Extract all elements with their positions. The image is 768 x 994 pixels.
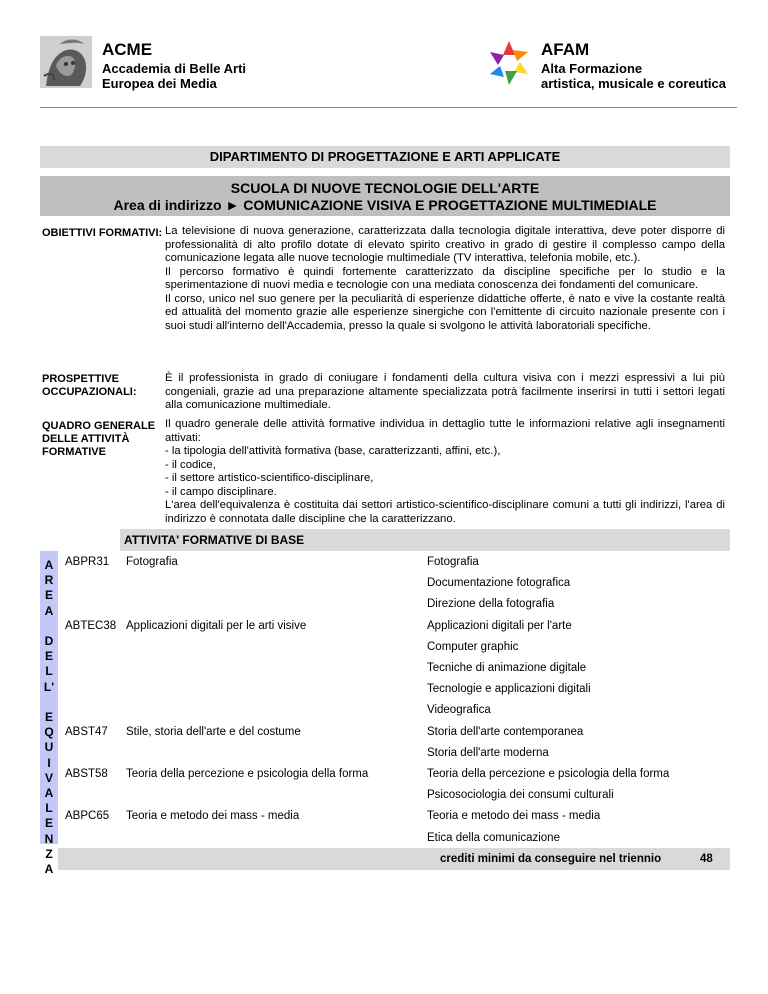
area-letter: [40, 619, 58, 634]
afam-logo: [484, 38, 534, 88]
quadro-intro: Il quadro generale delle attività formative individua in dettaglio tutte le informazioni relative agli insegnamenti attivati:: [165, 418, 725, 444]
prospettive-text: È il professionista in grado di coniugare i fondamenti della cultura visiva con i mezzi espressivi a lui più congeniali, grazie ad una preparazione altamente specializzata potrà facilmente inserirsi in tutti i settori legati alla comunicazione multimediale.: [165, 372, 725, 411]
area-letter: [40, 695, 58, 710]
area-letter: A: [44, 603, 54, 618]
quadro-label-line-3: FORMATIVE: [42, 446, 106, 458]
area-letter: A: [44, 558, 54, 572]
activity-field: Fotografia: [427, 556, 479, 568]
quadro-label-line-2: DELLE ATTIVITÀ: [42, 433, 130, 445]
quadro-closing: L'area dell'equivalenza è costituita dai settori artistico-scientifico-disciplinare comuni a tutti gli indirizzi, l'area di indirizzo è connotata dalle discipline che la caratterizzano.: [165, 499, 725, 525]
area-letter: Q: [44, 725, 54, 740]
area-letter: Z: [45, 846, 53, 861]
obiettivi-label: OBIETTIVI FORMATIVI:: [42, 227, 163, 239]
activity-field: Tecniche di animazione digitale: [427, 662, 587, 674]
afam-name: AFAM: [541, 40, 590, 59]
activity-course: Teoria e metodo dei mass - media: [126, 810, 300, 823]
area-letter: L': [43, 679, 55, 694]
area-letter: L: [45, 664, 53, 679]
acme-subtitle-2: Europea dei Media: [102, 76, 217, 91]
afam-subtitle-1: Alta Formazione: [541, 61, 643, 76]
area-letter: E: [44, 816, 53, 831]
acme-logo: [40, 36, 92, 88]
school-area: Area di indirizzo ► COMUNICAZIONE VISIVA E PROGETTAZIONE MULTIMEDIALE: [113, 197, 657, 213]
area-letter: U: [44, 740, 54, 755]
quadro-label-line-1: QUADRO GENERALE: [42, 420, 156, 432]
quadro-item: - il codice,: [165, 458, 216, 471]
activity-course: Teoria della percezione e psicologia della forma: [126, 768, 369, 780]
activity-course: Fotografia: [126, 556, 178, 568]
area-letter: E: [44, 588, 53, 603]
quadro-item: - il campo disciplinare.: [165, 485, 277, 498]
base-activities-title: ATTIVITA' FORMATIVE DI BASE: [120, 529, 730, 551]
acme-subtitle-1: Accademia di Belle Arti: [102, 61, 247, 76]
obiettivi-text: [165, 225, 725, 333]
area-letter: I: [47, 755, 51, 770]
area-letter: E: [44, 649, 53, 664]
prospettive-label-line-1: PROSPETTIVE: [42, 373, 120, 385]
activity-field: Applicazioni digitali per l'arte: [427, 619, 572, 632]
department-title: DIPARTIMENTO DI PROGETTAZIONE E ARTI APPLICATE: [40, 146, 730, 168]
activity-field: Videografica: [427, 704, 491, 717]
afam-subtitle-2: artistica, musicale e coreutica: [541, 76, 726, 91]
activity-field: Storia dell'arte moderna: [427, 746, 549, 759]
area-letter: A: [44, 862, 54, 877]
obiettivi-paragraph-3: Il corso, unico nel suo genere per la peculiarità di esperienze didattiche offerte, è nato e vive la costante realtà ed attualità del momento grazie alle esperienze sinergiche con l'emittente di circuito nazionale presente con i suoi studi all'interno dell'Accademia, presso la quale si svolgono le attività laboratoriali specifiche.: [165, 292, 725, 332]
activity-field: Psicosociologia dei consumi culturali: [427, 789, 614, 802]
area-equivalenza-label: [40, 558, 58, 877]
prospettive-label: [42, 373, 137, 399]
acme-name: ACME: [102, 40, 153, 59]
activity-code: ABST47: [65, 725, 108, 738]
activity-field: Etica della comunicazione: [427, 831, 560, 844]
activity-field: Computer graphic: [427, 640, 519, 653]
area-letter: E: [44, 710, 53, 725]
header-divider: [40, 107, 737, 108]
credits-value: 48: [700, 853, 713, 865]
quadro-label: [42, 420, 155, 459]
activity-code: ABPR31: [65, 556, 110, 568]
activity-field: Documentazione fotografica: [427, 577, 571, 590]
area-letter: V: [44, 770, 53, 785]
activity-field: Teoria della percezione e psicologia della forma: [427, 768, 670, 780]
activity-code: ABPC65: [65, 810, 110, 823]
area-letter: N: [44, 831, 54, 846]
credits-label: crediti minimi da conseguire nel triennio: [440, 853, 662, 865]
quadro-text: [165, 418, 725, 526]
activity-field: Teoria e metodo dei mass - media: [427, 810, 601, 823]
obiettivi-paragraph-2: Il percorso formativo è quindi fortemente caratterizzato da discipline specifiche per lo studio e la sperimentazione di nuovi media e tecnologie con una mediata conoscenza dei fondamenti del comunicare.: [165, 265, 725, 291]
area-letter: L: [45, 801, 53, 816]
activity-course: Applicazioni digitali per le arti visive: [126, 619, 307, 632]
quadro-item: - il settore artistico-scientifico-disciplinare,: [165, 472, 374, 484]
obiettivi-paragraph-1: La televisione di nuova generazione, caratterizzata dalla tecnologia digitale interattiva, deve poter disporre di professionalità di alto profilo dotate di elevato spirito creativo in grado di gestire il complesso campo della comunicazione legata alle nuove tecnologie multimediale (TV interattiva, telefonia mobile, etc.).: [165, 225, 725, 264]
area-letter: D: [44, 634, 54, 649]
area-letter: A: [44, 786, 54, 801]
activity-code: ABST58: [65, 768, 108, 780]
quadro-item: - la tipologia dell'attività formativa (base, caratterizzanti, affini, etc.),: [165, 445, 501, 457]
activity-course: Stile, storia dell'arte e del costume: [126, 725, 301, 738]
activity-field: Storia dell'arte contemporanea: [427, 725, 584, 738]
prospettive-label-line-2: OCCUPAZIONALI:: [42, 386, 137, 398]
activity-code: ABTEC38: [65, 619, 117, 632]
school-title: SCUOLA DI NUOVE TECNOLOGIE DELL'ARTE: [230, 180, 540, 196]
area-letter: R: [44, 573, 54, 588]
activity-field: Direzione della fotografia: [427, 598, 555, 611]
activity-field: Tecnologie e applicazioni digitali: [427, 683, 591, 696]
school-header: [40, 176, 730, 216]
